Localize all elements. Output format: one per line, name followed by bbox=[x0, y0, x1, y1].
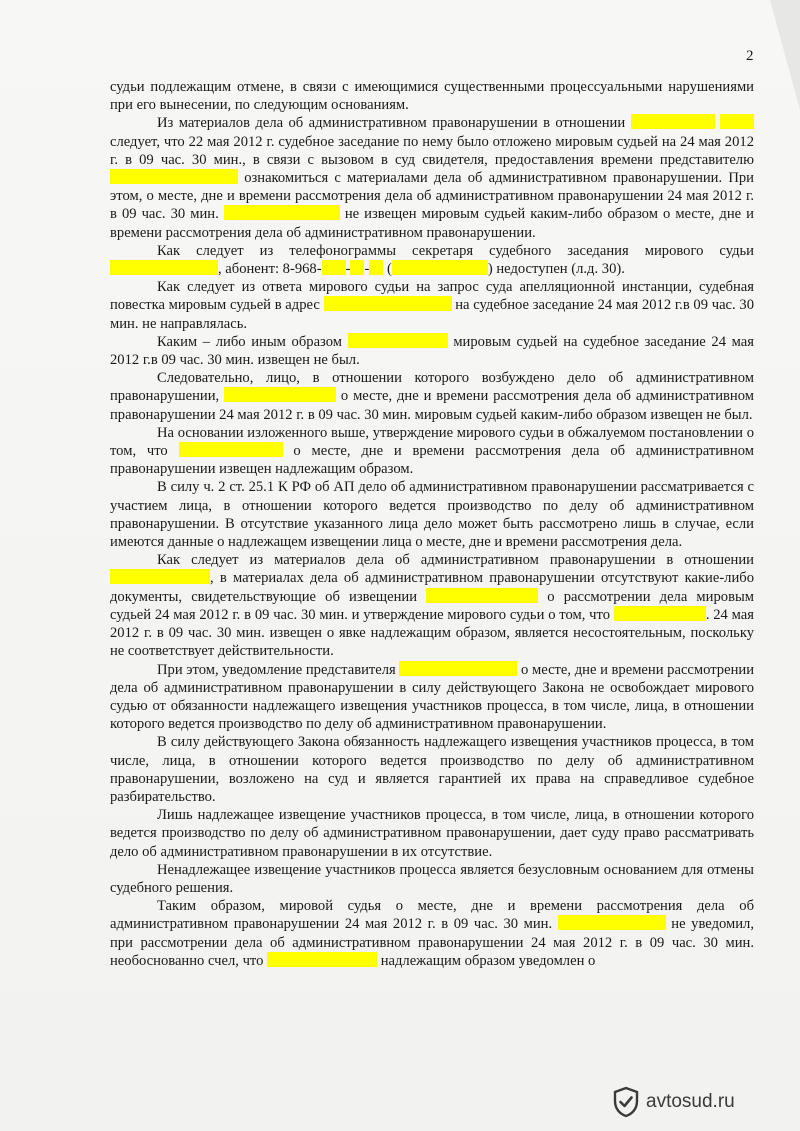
paragraph: Как следует из материалов дела об административном правонарушении в отношении , в материалах дела об административном правонарушении отсутствуют какие-либо документы, свидетельствующие об извещении о рассмотрении дела мировым судьей 24 мая 2012 г. в 09 час. 30 мин. и утверждение мирового судьи о том, что . 24 мая 2012 г. в 09 час. 30 мин. извещен о явке надлежащим образом, является несостоятельным, поскольку не соответствует действительности. bbox=[110, 552, 754, 660]
paragraph: В силу действующего Закона обязанность надлежащего извещения участников процесса, в том числе, лица, в отношении которого ведется производство по делу об административном правонарушении, возложено на суд и является гарантией их права на справедливое судебное разбирательство. bbox=[110, 734, 754, 805]
paragraph: Таким образом, мировой судья о месте, дне и времени рассмотрения дела об административном правонарушении 24 мая 2012 г. в 09 час. 30 мин. не уведомил, при рассмотрении дела об административном правонарушении 24 мая 2012 г. в 09 час. 30 мин. необоснованно счел, что надлежащим образом уведомлен о bbox=[110, 898, 754, 969]
redaction-highlight bbox=[224, 205, 340, 220]
document-body bbox=[110, 78, 754, 970]
paragraph: Каким – либо иным образом мировым судьей на судебное заседание 24 мая 2012 г.в 09 час. 30 мин. извещен не был. bbox=[110, 333, 755, 369]
page-number: 2 bbox=[746, 48, 754, 64]
redaction-highlight bbox=[110, 169, 238, 184]
paragraph: Как следует из телефонограммы секретаря судебного заседания мирового судьи , абонент: 8-968- - - ( ) недоступен (л.д. 30). bbox=[110, 242, 754, 278]
redaction-highlight bbox=[392, 260, 488, 275]
redaction-highlight bbox=[720, 114, 754, 129]
redaction-highlight bbox=[631, 114, 715, 129]
paragraph: Следовательно, лицо, в отношении которого возбуждено дело об административном правонарушении, о месте, дне и времени рассмотрения дела об административном правонарушении 24 мая 2012 г. в 09 час. 30 мин. мировым судьей каким-либо образом извещен не был. bbox=[110, 370, 754, 423]
paragraph: На основании изложенного выше, утверждение мирового судьи в обжалуемом постановлении о том, что о месте, дне и времени рассмотрения дела об административном правонарушении извещен надлежащим образом. bbox=[110, 424, 754, 478]
redaction-highlight bbox=[369, 260, 383, 275]
redaction-highlight bbox=[350, 260, 364, 275]
paragraph: Как следует из ответа мирового судьи на запрос суда апелляционной инстанции, судебная повестка мировым судьей в адрес на судебное заседание 24 мая 2012 г.в 09 час. 30 мин. не направлялась. bbox=[110, 279, 754, 332]
watermark-text: avtosud.ru bbox=[646, 1091, 735, 1112]
redaction-highlight bbox=[110, 569, 210, 584]
redaction-highlight bbox=[224, 387, 336, 402]
paragraph: судьи подлежащим отмене, в связи с имеющимися существенными процессуальными нарушениями при его вынесении, по следующим основаниям. bbox=[110, 79, 754, 114]
page-fold-shadow bbox=[770, 0, 800, 110]
redaction-highlight bbox=[324, 296, 452, 311]
shield-check-icon bbox=[612, 1086, 640, 1118]
redaction-highlight bbox=[399, 661, 517, 676]
paragraph: При этом, уведомление представителя о месте, дне и времени рассмотрении дела об административном правонарушении в силу действующего Закона не освобождает мирового судью от обязанности надлежащего извещения участников процесса, в том числе, лица, в отношении которого ведется производство по делу об административном правонарушении. bbox=[110, 661, 754, 733]
redaction-highlight bbox=[348, 333, 448, 348]
watermark bbox=[612, 1086, 735, 1118]
redaction-highlight bbox=[426, 588, 538, 603]
redaction-highlight bbox=[322, 260, 346, 275]
paragraph: В силу ч. 2 ст. 25.1 К РФ об АП дело об административном правонарушении рассматривается с участием лица, в отношении которого ведется производство по делу об административном правонарушении. В отсутствие указанного лица дело может быть рассмотрено лишь в случае, если имеются данные о надлежащем извещении лица о месте, дне и времени рассмотрения дела. bbox=[110, 479, 754, 551]
redaction-highlight bbox=[558, 915, 666, 930]
redaction-highlight bbox=[110, 260, 218, 275]
paragraph: Из материалов дела об административном правонарушении в отношении следует, что 22 мая 2012 г. судебное заседание по нему было отложено мировым судьей на 24 мая 2012 г. в 09 час. 30 мин., в связи с вызовом в суд свидетеля, предоставления времени представителю ознакомиться с материалами дела об административном правонарушении. При этом, о месте, дне и времени рассмотрения дела об административном правонарушении 24 мая 2012 г. в 09 час. 30 мин. не извещен мировым судьей каким-либо образом о месте, дне и времени рассмотрения дела об административном правонарушении. bbox=[110, 115, 754, 241]
redaction-highlight bbox=[179, 442, 283, 457]
paragraph: Лишь надлежащее извещение участников процесса, в том числе, лица, в отношении которого ведется производство по делу об административном правонарушении, дает суду право рассматривать дело об административном правонарушении в их отсутствие. bbox=[110, 807, 754, 860]
redaction-highlight bbox=[614, 606, 706, 621]
paragraph: Ненадлежащее извещение участников процесса является безусловным основанием для отмены судебного решения. bbox=[110, 861, 754, 896]
redaction-highlight bbox=[267, 952, 377, 967]
